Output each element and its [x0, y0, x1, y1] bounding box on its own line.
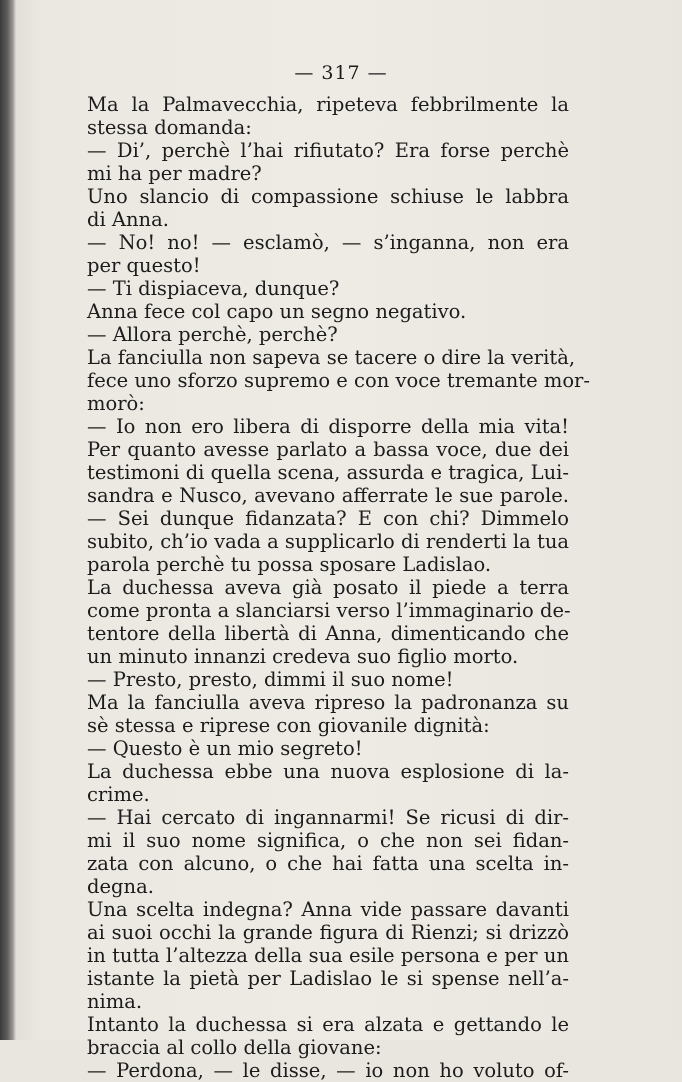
- text-line: stessa domanda:: [87, 116, 252, 139]
- text-line: zata con alcuno, o che hai fatta una scelta in-: [87, 852, 569, 875]
- text-line: Ma la Palmavecchia, ripeteva febbrilmente la: [87, 93, 569, 116]
- body-text: [87, 93, 590, 1082]
- text-line: in tutta l’altezza della sua esile persona e per un: [87, 944, 569, 967]
- text-line: La fanciulla non sapeva se tacere o dire la verità,: [87, 346, 576, 369]
- text-line: Anna fece col capo un segno negativo.: [87, 300, 467, 323]
- text-line: — Hai cercato di ingannarmi! Se ricusi di dir-: [87, 806, 569, 829]
- text-line: parola perchè tu possa sposare Ladislao.: [87, 553, 492, 576]
- text-line: di Anna.: [87, 208, 169, 231]
- text-line: istante la pietà per Ladislao le si spense nell’a-: [87, 967, 569, 990]
- page-number: — 317 —: [294, 62, 388, 84]
- text-line: braccia al collo della giovane:: [87, 1036, 382, 1059]
- text-line: subito, ch’io vada a supplicarlo di renderti la tua: [87, 530, 569, 553]
- text-line: Per quanto avesse parlato a bassa voce, due dei: [87, 438, 569, 461]
- text-line: — Io non ero libera di disporre della mia vita!: [87, 415, 569, 438]
- text-line: nima.: [87, 990, 143, 1013]
- text-line: per questo!: [87, 254, 201, 277]
- text-line: fece uno sforzo supremo e con voce tremante mor-: [87, 369, 590, 392]
- text-line: Una scelta indegna? Anna vide passare davanti: [87, 898, 569, 921]
- text-line: morò:: [87, 392, 145, 415]
- text-line: Uno slancio di compassione schiuse le labbra: [87, 185, 569, 208]
- text-line: sandra e Nusco, avevano afferrate le sue parole.: [87, 484, 569, 507]
- text-line: — Ti dispiaceva, dunque?: [87, 277, 340, 300]
- text-line: La duchessa aveva già posato il piede a terra: [87, 576, 569, 599]
- text-line: Ma la fanciulla aveva ripreso la padronanza su: [87, 691, 569, 714]
- text-line: crime.: [87, 783, 150, 806]
- text-line: — No! no! — esclamò, — s’inganna, non era: [87, 231, 569, 254]
- text-line: come pronta a slanciarsi verso l’immaginario de-: [87, 599, 571, 622]
- text-line: ai suoi occhi la grande figura di Rienzi; si drizzò: [87, 921, 569, 944]
- text-line: — Perdona, — le disse, — io non ho voluto of-: [87, 1059, 569, 1082]
- text-line: mi ha per madre?: [87, 162, 262, 185]
- text-line: testimoni di quella scena, assurda e tragica, Lui-: [87, 461, 569, 484]
- text-line: mi il suo nome significa, o che non sei fidan-: [87, 829, 569, 852]
- text-line: tentore della libertà di Anna, dimenticando che: [87, 622, 569, 645]
- text-line: un minuto innanzi credeva suo figlio morto.: [87, 645, 519, 668]
- text-line: degna.: [87, 875, 154, 898]
- page-binding-edge: [0, 0, 16, 1040]
- text-line: sè stessa e riprese con giovanile dignità:: [87, 714, 490, 737]
- text-line: Intanto la duchessa si era alzata e gettando le: [87, 1013, 569, 1036]
- text-line: — Questo è un mio segreto!: [87, 737, 363, 760]
- text-line: La duchessa ebbe una nuova esplosione di la-: [87, 760, 569, 783]
- text-line: — Di’, perchè l’hai rifiutato? Era forse perchè: [87, 139, 569, 162]
- text-line: — Presto, presto, dimmi il suo nome!: [87, 668, 454, 691]
- text-line: — Sei dunque fidanzata? E con chi? Dimmelo: [87, 507, 569, 530]
- text-line: — Allora perchè, perchè?: [87, 323, 338, 346]
